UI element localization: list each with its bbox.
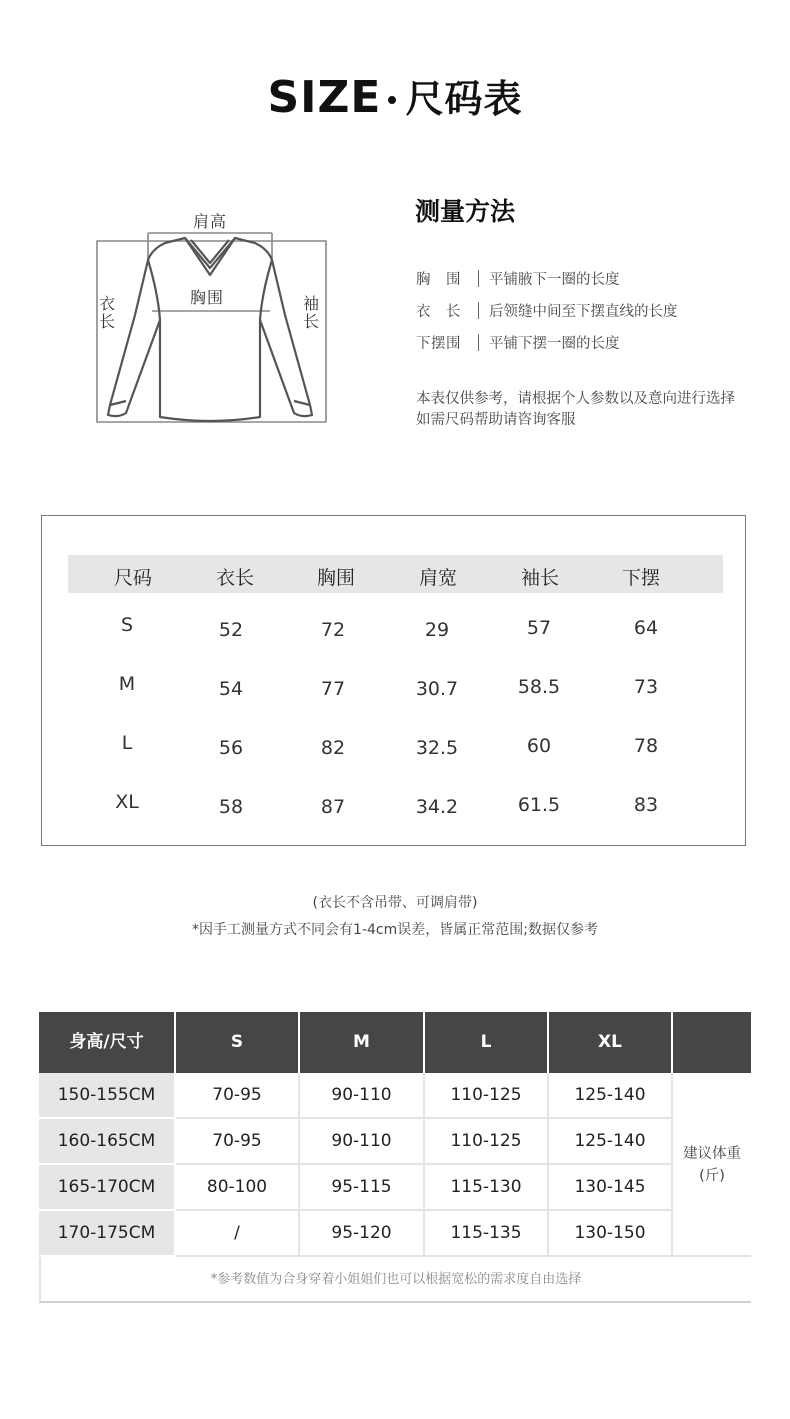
header-extra [673,1012,751,1073]
cell-value: 72 [320,619,346,641]
cell-value: 56 [218,737,244,759]
cell-height: 170-175CM [39,1211,176,1257]
method-list [416,262,678,358]
cell-weight: 95-115 [300,1165,425,1211]
weight-table [39,1012,751,1304]
method-item-chest [416,262,678,294]
cell-value: 29 [424,619,450,641]
measurement-notes [0,890,790,944]
header-sleeve: 袖长 [520,567,559,589]
note-line1: (衣长不含吊带、可调肩带) [312,895,478,911]
cell-value: 57 [526,617,552,639]
weight-unit-line1: 建议体重 [683,1146,741,1162]
divider [478,270,479,287]
header-s: S [176,1012,300,1073]
sweater-drawing [90,205,335,440]
cell-height: 165-170CM [39,1165,176,1211]
weight-table-header [39,1012,751,1073]
cell-weight: 110-125 [425,1073,549,1119]
cell-value: 87 [320,796,346,818]
cell-weight: 115-130 [425,1165,549,1211]
cell-size: XL [115,791,139,813]
size-table [41,515,746,846]
cell-size: M [118,673,136,695]
cell-weight: 70-95 [176,1073,300,1119]
cell-value: 83 [633,794,659,816]
divider [478,334,479,351]
cell-value: 61.5 [517,794,561,816]
cell-value: 58.5 [517,676,561,698]
cell-value: 30.7 [415,678,459,700]
label-length: 衣长 [99,294,116,331]
cell-weight: 125-140 [549,1119,673,1165]
cell-weight: 130-150 [549,1211,673,1257]
cell-weight: 80-100 [176,1165,300,1211]
cell-weight: 90-110 [300,1073,425,1119]
method-key: 胸 围 [416,271,461,288]
method-key: 衣 长 [416,303,461,320]
cell-value: 52 [218,619,244,641]
cell-value: 32.5 [415,737,459,759]
garment-illustration [90,205,335,440]
note-line2: *因手工测量方式不同会有1-4cm误差，皆属正常范围;数据仅参考 [192,922,598,938]
cell-size: L [121,732,133,754]
title-cn: 尺码表 [405,77,523,121]
header-height-size: 身高/尺寸 [39,1012,176,1073]
cell-value: 54 [218,678,244,700]
cell-value: 34.2 [415,796,459,818]
label-shoulder: 肩高 [193,212,228,231]
cell-weight: 70-95 [176,1119,300,1165]
cell-weight: / [176,1211,300,1257]
cell-weight: 125-140 [549,1073,673,1119]
cell-value: 64 [633,617,659,639]
header-xl: XL [549,1012,673,1073]
cell-weight: 110-125 [425,1119,549,1165]
cell-weight: 115-135 [425,1211,549,1257]
label-chest: 胸围 [190,288,225,307]
method-title: 测量方法 [415,197,516,226]
cell-size: S [120,614,134,636]
header-chest: 胸围 [316,567,355,589]
cell-weight: 130-145 [549,1165,673,1211]
method-item-hem [416,326,678,358]
header-length: 衣长 [215,567,254,589]
method-desc: 后领缝中间至下摆直线的长度 [489,303,678,320]
title-dot [388,96,396,104]
cell-value: 58 [218,796,244,818]
cell-weight: 90-110 [300,1119,425,1165]
cell-height: 160-165CM [39,1119,176,1165]
method-key: 下摆围 [416,335,461,352]
header-size: 尺码 [113,567,152,589]
cell-height: 150-155CM [39,1073,176,1119]
weight-unit-label [673,1143,751,1187]
header-hem: 下摆 [621,567,660,589]
header-shoulder: 肩宽 [418,567,457,589]
cell-weight: 95-120 [300,1211,425,1257]
page-title [0,68,790,123]
method-note-line1: 本表仅供参考，请根据个人参数以及意向进行选择 [416,391,735,407]
label-sleeve: 袖长 [303,294,320,331]
header-m: M [300,1012,425,1073]
method-note-line2: 如需尺码帮助请咨询客服 [416,412,576,428]
method-item-length [416,294,678,326]
cell-value: 60 [526,735,552,757]
cell-value: 82 [320,737,346,759]
method-note [416,389,735,431]
cell-value: 78 [633,735,659,757]
divider [478,302,479,319]
weight-table-footer: *参考数值为合身穿着小姐姐们也可以根据宽松的需求度自由选择 [39,1257,751,1303]
size-table-header [68,555,723,593]
weight-unit-line2: (斤) [699,1168,725,1184]
method-desc: 平铺腋下一圈的长度 [489,271,620,288]
method-desc: 平铺下摆一圈的长度 [489,335,620,352]
cell-value: 77 [320,678,346,700]
header-l: L [425,1012,549,1073]
cell-value: 73 [633,676,659,698]
title-en: SIZE [267,72,382,123]
